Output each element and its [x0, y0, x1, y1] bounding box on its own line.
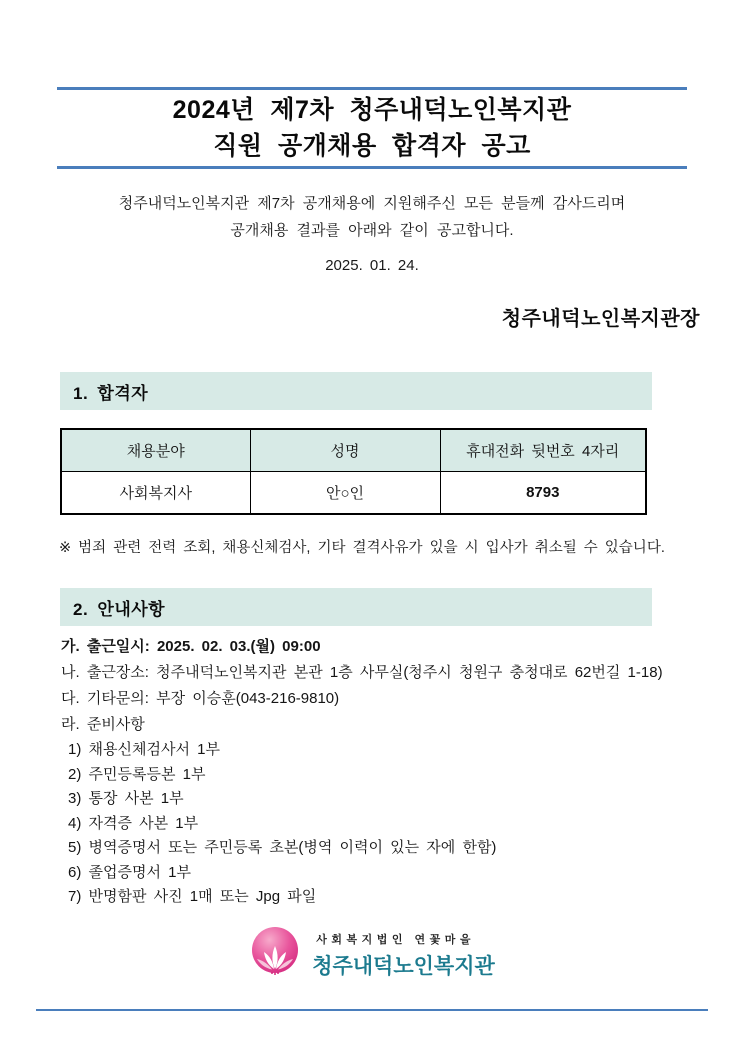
lotus-flower-icon	[249, 926, 305, 989]
list-item-work-start: 가. 출근일시: 2025. 02. 03.(월) 09:00	[61, 638, 321, 655]
logo-text-block	[312, 931, 495, 980]
document-title	[0, 92, 744, 164]
successful-candidates-table	[60, 428, 647, 515]
list-item-preparations: 라. 준비사항	[61, 716, 145, 733]
section2-heading-band	[60, 588, 652, 626]
foundation-name: 사회복지법인 연꽃마을	[316, 934, 476, 946]
table-header-row	[61, 429, 646, 472]
table-row	[61, 472, 646, 515]
sub-item-6: 6) 졸업증명서 1부	[68, 863, 191, 881]
page-footer-rule	[36, 1009, 708, 1011]
sub-item-2: 2) 주민등록등본 1부	[68, 765, 206, 783]
organization-logo	[0, 926, 744, 989]
title-bottom-rule	[57, 166, 687, 169]
disqualification-note: ※ 범죄 관련 전력 조회, 채용신체검사, 기타 결격사유가 있을 시 입사가 취소될 수 있습니다.	[59, 540, 665, 556]
signer-title: 청주내덕노인복지관장	[501, 308, 700, 330]
sub-item-1: 1) 채용신체검사서 1부	[68, 741, 220, 758]
cell-field: 사회복지사	[61, 472, 250, 515]
cell-phone4: 8793	[440, 472, 646, 515]
section2-heading: 2. 안내사항	[73, 599, 166, 619]
guidance-list	[61, 634, 714, 738]
col-header-phone: 휴대전화 뒷번호 4자리	[440, 429, 646, 472]
sub-item-5: 5) 병역증명서 또는 주민등록 초본(병역 이력이 있는 자에 한함)	[68, 839, 497, 856]
list-item-work-place: 나. 출근장소: 청주내덕노인복지관 본관 1층 사무실(청주시 청원구 충청대로 62번길 1-18)	[61, 664, 663, 681]
cell-name: 안○인	[250, 472, 440, 515]
intro-paragraph	[0, 190, 744, 244]
intro-line1: 청주내덕노인복지관 제7차 공개채용에 지원해주신 모든 분들께 감사드리며	[118, 195, 626, 212]
preparation-sublist	[68, 738, 714, 910]
col-header-field: 채용분야	[61, 429, 250, 472]
sub-item-4: 4) 자격증 사본 1부	[68, 814, 199, 832]
announcement-date: 2025. 01. 24.	[325, 257, 419, 274]
sub-item-3: 3) 통장 사본 1부	[68, 790, 184, 807]
col-header-name: 성명	[250, 429, 440, 472]
section1-heading: 1. 합격자	[73, 383, 149, 403]
intro-line2: 공개채용 결과를 아래와 같이 공고합니다.	[230, 222, 514, 239]
document-title-line2: 직원 공개채용 합격자 공고	[213, 132, 531, 160]
list-item-contact: 다. 기타문의: 부장 이승훈(043-216-9810)	[61, 690, 340, 707]
organization-name: 청주내덕노인복지관	[312, 955, 495, 978]
document-title-line1: 2024년 제7차 청주내덕노인복지관	[172, 96, 572, 124]
section1-heading-band	[60, 372, 652, 410]
sub-item-7: 7) 반명함판 사진 1매 또는 Jpg 파일	[68, 888, 317, 905]
title-top-rule	[57, 87, 687, 90]
